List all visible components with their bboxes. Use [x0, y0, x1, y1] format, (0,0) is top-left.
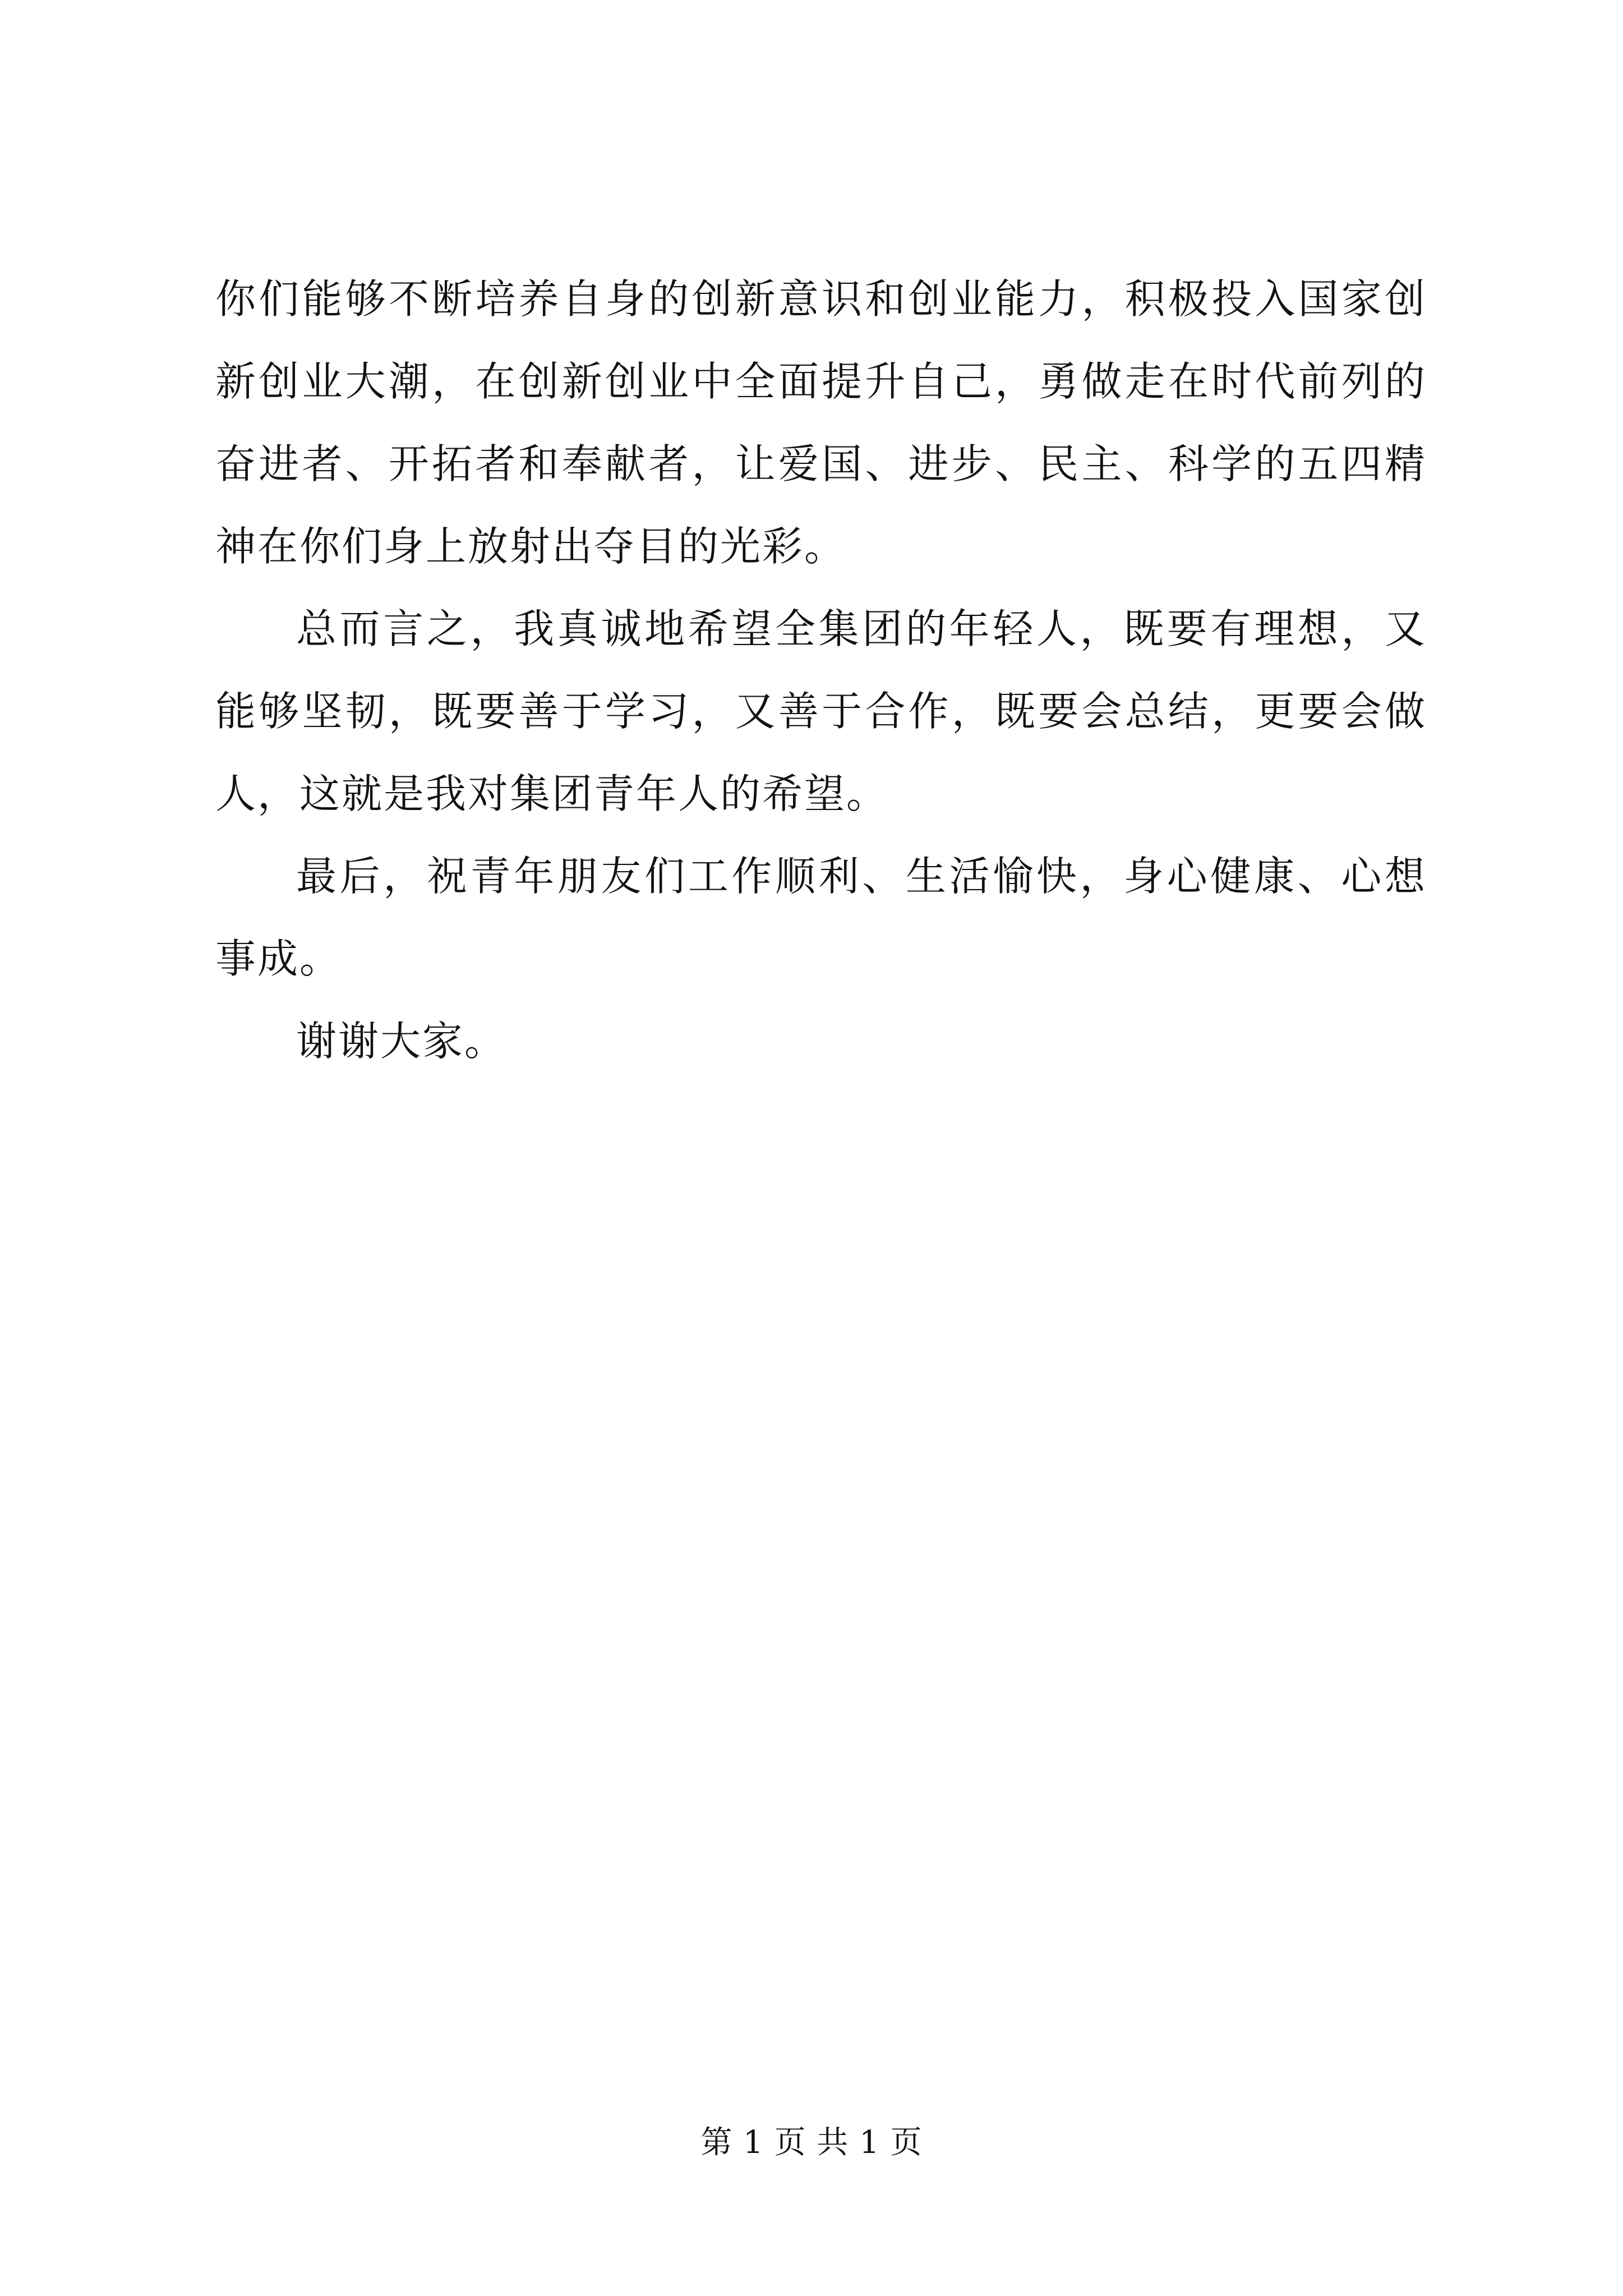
paragraph-3: 最后，祝青年朋友们工作顺利、生活愉快，身心健康、心想事成。	[215, 853, 1427, 982]
document-body	[215, 258, 1427, 1083]
paragraph-2: 总而言之，我真诚地希望全集团的年轻人，既要有理想，又能够坚韧，既要善于学习，又善于合作，既要会总结，更要会做人，这就是我对集团青年人的希望。	[215, 605, 1427, 817]
paragraph-1: 你们能够不断培养自身的创新意识和创业能力，积极投入国家创新创业大潮，在创新创业中全面提升自己，勇做走在时代前列的奋进者、开拓者和奉献者，让爱国、进步、民主、科学的五四精神在你们身上放射出夺目的光彩。	[215, 275, 1427, 570]
page-footer	[0, 2120, 1623, 2165]
paragraph-4: 谢谢大家。	[296, 1018, 507, 1065]
page-number-label: 第 1 页 共 1 页	[700, 2124, 923, 2161]
